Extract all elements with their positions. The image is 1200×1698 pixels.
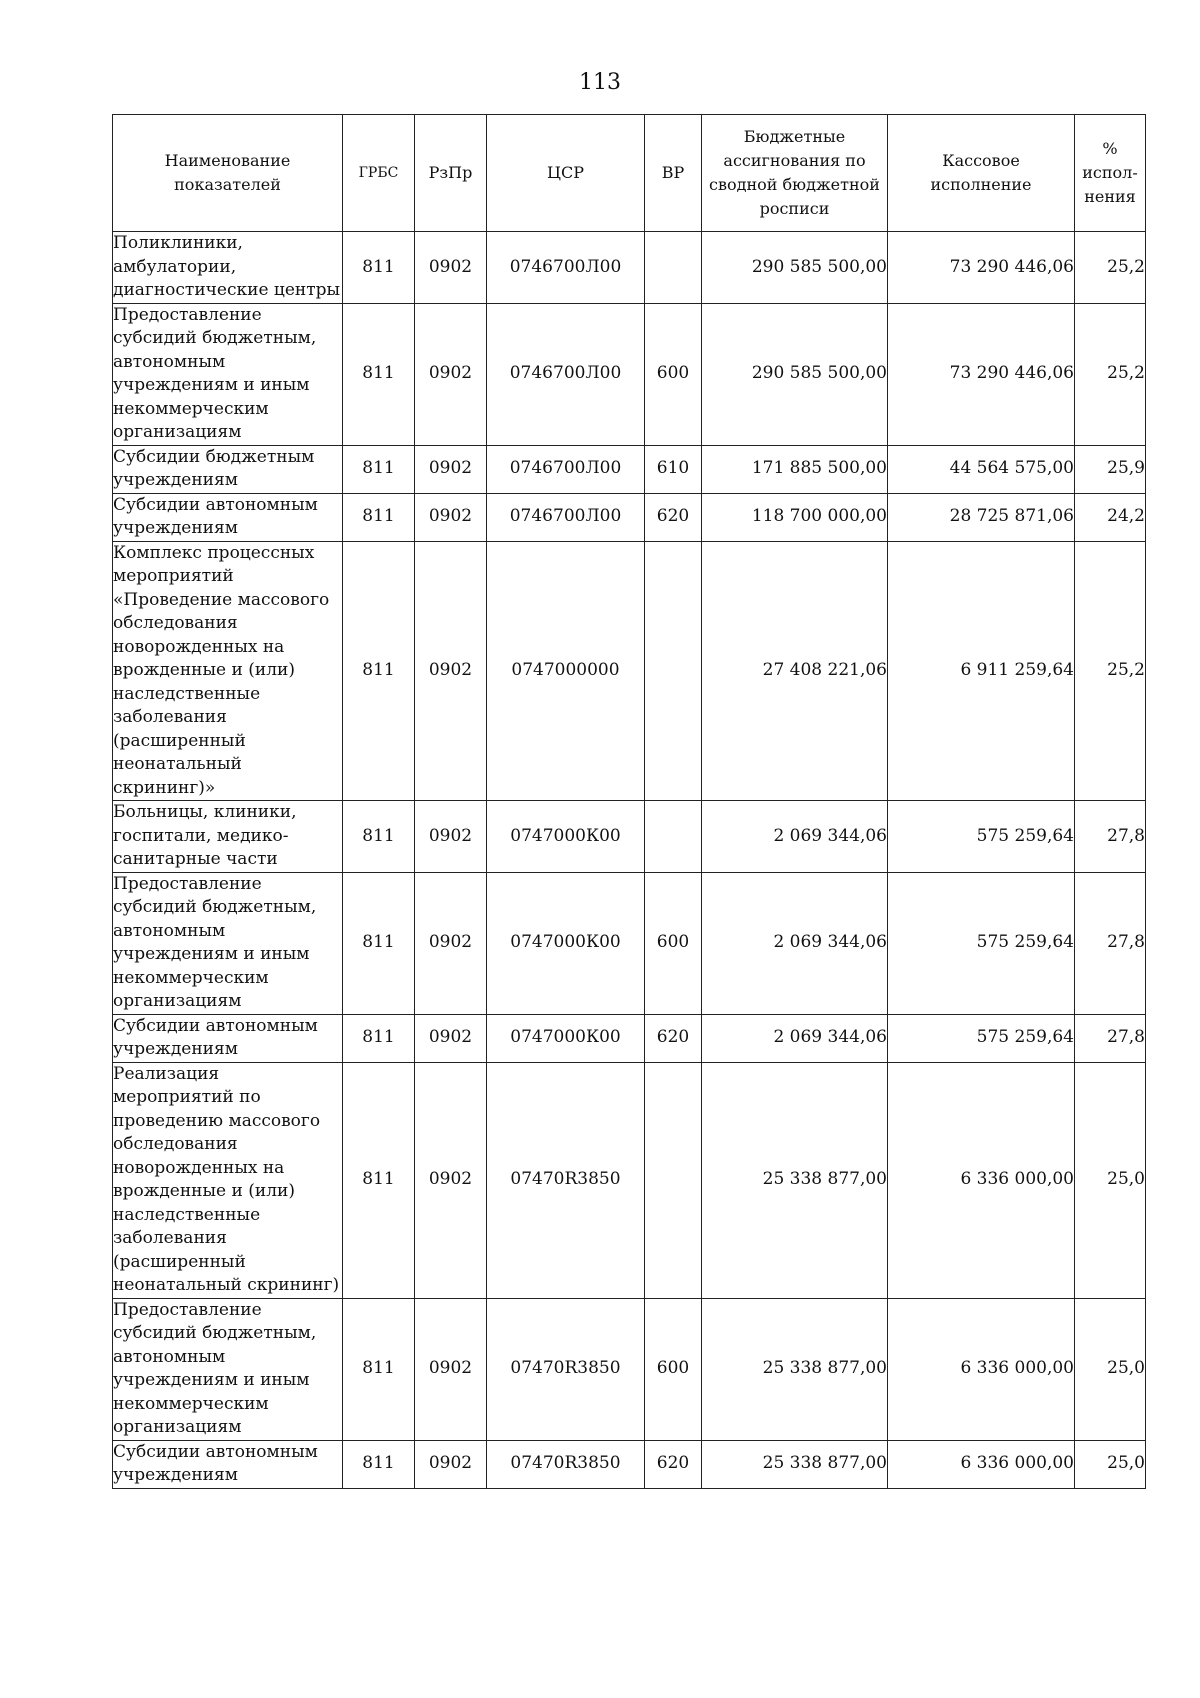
header-grbs: ГРБС: [343, 115, 415, 232]
cell-csr: 0746700Л00: [487, 445, 645, 493]
cell-grbs: 811: [343, 1440, 415, 1488]
cell-csr: 0747000К00: [487, 1014, 645, 1062]
cell-allocations: 25 338 877,00: [702, 1062, 888, 1298]
cell-name: Субсидии автономным учреждениям: [113, 493, 343, 541]
table-row: [113, 1062, 1146, 1298]
cell-rzpr: 0902: [415, 1440, 487, 1488]
cell-allocations: 2 069 344,06: [702, 801, 888, 873]
cell-csr: 0747000К00: [487, 872, 645, 1014]
cell-rzpr: 0902: [415, 541, 487, 801]
cell-grbs: 811: [343, 1298, 415, 1440]
table-row: [113, 541, 1146, 801]
header-csr: ЦСР: [487, 115, 645, 232]
cell-rzpr: 0902: [415, 1062, 487, 1298]
cell-cash-execution: 6 336 000,00: [888, 1062, 1075, 1298]
cell-cash-execution: 6 336 000,00: [888, 1440, 1075, 1488]
cell-csr: 0746700Л00: [487, 232, 645, 304]
header-percent: % испол-нения: [1075, 115, 1146, 232]
cell-vr: 600: [645, 303, 702, 445]
table-row: [113, 493, 1146, 541]
budget-execution-table: [112, 114, 1146, 1489]
cell-cash-execution: 575 259,64: [888, 801, 1075, 873]
header-vr: ВР: [645, 115, 702, 232]
cell-name: Предоставление субсидий бюджетным, автономным учреждениям и иным некоммерческим организациям: [113, 303, 343, 445]
cell-vr: [645, 801, 702, 873]
header-allocations: Бюджетные ассигнования по сводной бюджетной росписи: [702, 115, 888, 232]
cell-csr: 07470R3850: [487, 1440, 645, 1488]
cell-vr: [645, 541, 702, 801]
cell-percent: 25,0: [1075, 1062, 1146, 1298]
header-name: Наименование показателей: [113, 115, 343, 232]
cell-cash-execution: 44 564 575,00: [888, 445, 1075, 493]
cell-name: Предоставление субсидий бюджетным, автономным учреждениям и иным некоммерческим организациям: [113, 872, 343, 1014]
page-number: 113: [579, 70, 621, 95]
cell-grbs: 811: [343, 1062, 415, 1298]
header-rzpr: РзПр: [415, 115, 487, 232]
cell-cash-execution: 6 336 000,00: [888, 1298, 1075, 1440]
cell-percent: 25,0: [1075, 1440, 1146, 1488]
table-row: [113, 872, 1146, 1014]
cell-vr: 600: [645, 1298, 702, 1440]
cell-grbs: 811: [343, 232, 415, 304]
cell-cash-execution: 6 911 259,64: [888, 541, 1075, 801]
cell-rzpr: 0902: [415, 303, 487, 445]
cell-allocations: 25 338 877,00: [702, 1298, 888, 1440]
cell-allocations: 290 585 500,00: [702, 303, 888, 445]
cell-rzpr: 0902: [415, 1014, 487, 1062]
table-row: [113, 232, 1146, 304]
cell-rzpr: 0902: [415, 232, 487, 304]
cell-rzpr: 0902: [415, 872, 487, 1014]
cell-csr: 0746700Л00: [487, 303, 645, 445]
cell-name: Комплекс процессных мероприятий «Проведение массового обследования новорожденных на врожденные и (или) наследственные заболевания (расширенный неонатальный скрининг)»: [113, 541, 343, 801]
cell-grbs: 811: [343, 872, 415, 1014]
header-cash-execution: Кассовое исполнение: [888, 115, 1075, 232]
cell-percent: 27,8: [1075, 872, 1146, 1014]
cell-grbs: 811: [343, 1014, 415, 1062]
cell-csr: 0747000К00: [487, 801, 645, 873]
cell-name: Больницы, клиники, госпитали, медико-санитарные части: [113, 801, 343, 873]
cell-vr: 620: [645, 493, 702, 541]
cell-percent: 25,2: [1075, 232, 1146, 304]
cell-vr: 620: [645, 1440, 702, 1488]
cell-grbs: 811: [343, 801, 415, 873]
cell-allocations: 25 338 877,00: [702, 1440, 888, 1488]
cell-vr: [645, 232, 702, 304]
table-row: [113, 1298, 1146, 1440]
cell-cash-execution: 28 725 871,06: [888, 493, 1075, 541]
cell-grbs: 811: [343, 445, 415, 493]
cell-cash-execution: 575 259,64: [888, 1014, 1075, 1062]
cell-rzpr: 0902: [415, 445, 487, 493]
cell-name: Предоставление субсидий бюджетным, автономным учреждениям и иным некоммерческим организациям: [113, 1298, 343, 1440]
cell-percent: 27,8: [1075, 1014, 1146, 1062]
cell-csr: 07470R3850: [487, 1062, 645, 1298]
cell-csr: 0746700Л00: [487, 493, 645, 541]
cell-grbs: 811: [343, 303, 415, 445]
cell-csr: 07470R3850: [487, 1298, 645, 1440]
cell-allocations: 2 069 344,06: [702, 1014, 888, 1062]
cell-name: Субсидии бюджетным учреждениям: [113, 445, 343, 493]
cell-cash-execution: 575 259,64: [888, 872, 1075, 1014]
cell-cash-execution: 73 290 446,06: [888, 232, 1075, 304]
cell-name: Поликлиники, амбулатории, диагностические центры: [113, 232, 343, 304]
cell-grbs: 811: [343, 541, 415, 801]
cell-percent: 25,2: [1075, 303, 1146, 445]
cell-percent: 27,8: [1075, 801, 1146, 873]
table-row: [113, 801, 1146, 873]
cell-allocations: 118 700 000,00: [702, 493, 888, 541]
cell-allocations: 290 585 500,00: [702, 232, 888, 304]
cell-percent: 25,2: [1075, 541, 1146, 801]
cell-rzpr: 0902: [415, 1298, 487, 1440]
cell-rzpr: 0902: [415, 801, 487, 873]
cell-csr: 0747000000: [487, 541, 645, 801]
cell-cash-execution: 73 290 446,06: [888, 303, 1075, 445]
cell-percent: 25,0: [1075, 1298, 1146, 1440]
cell-allocations: 2 069 344,06: [702, 872, 888, 1014]
cell-percent: 24,2: [1075, 493, 1146, 541]
cell-allocations: 171 885 500,00: [702, 445, 888, 493]
cell-rzpr: 0902: [415, 493, 487, 541]
cell-name: Реализация мероприятий по проведению массового обследования новорожденных на врожденные и (или) наследственные заболевания (расширенный неонатальный скрининг): [113, 1062, 343, 1298]
cell-name: Субсидии автономным учреждениям: [113, 1440, 343, 1488]
table-row: [113, 1014, 1146, 1062]
table-header-row: [113, 115, 1146, 232]
table-row: [113, 445, 1146, 493]
table-row: [113, 1440, 1146, 1488]
cell-percent: 25,9: [1075, 445, 1146, 493]
cell-allocations: 27 408 221,06: [702, 541, 888, 801]
cell-vr: 620: [645, 1014, 702, 1062]
cell-vr: [645, 1062, 702, 1298]
cell-grbs: 811: [343, 493, 415, 541]
cell-vr: 610: [645, 445, 702, 493]
cell-vr: 600: [645, 872, 702, 1014]
cell-name: Субсидии автономным учреждениям: [113, 1014, 343, 1062]
table-row: [113, 303, 1146, 445]
